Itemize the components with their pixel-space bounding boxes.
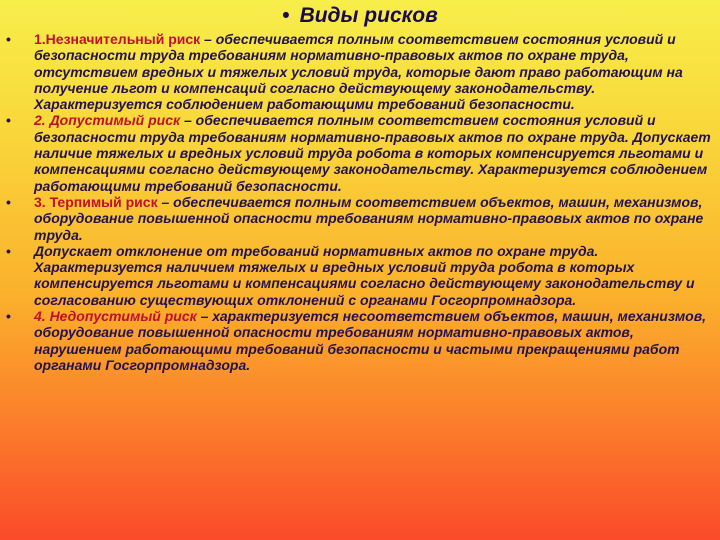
risk-types-list [0,31,720,373]
risk-term: 1.Незначительный риск [34,31,201,47]
list-item-acceptable-risk [0,112,720,193]
slide-title [0,4,720,28]
risk-description: – характеризуется несоответствием объектов, машин, механизмов, оборудование повышенной опасности требованиям нормативно-правовых актов, нарушением работающими требований безопасности и частыми прекращениями работ органами Госгорпромнадзора. [34,308,707,373]
title-bullet: • [282,4,290,27]
risk-description: – обеспечивается полным соответствием объектов, машин, механизмов, оборудование повышенной опасности требованиям нормативно-правовых актов по охране труда. [34,193,704,243]
bullet: • [6,31,11,47]
list-item-tolerable-risk-deviation [0,243,720,308]
list-item-tolerable-risk [0,194,720,243]
risk-term: 3. Терпимый риск [34,193,158,210]
list-item-unacceptable-risk [0,308,720,373]
risk-term: 2. Допустимый риск [34,112,181,129]
title-text: Виды рисков [299,4,438,27]
risk-description: Допускает отклонение от требований нормативных актов по охране труда. Характеризуется наличием тяжелых и вредных условий труда робота в которых компенсируется льготами и компенсациями согласно действующему законодательству и согласованию существующих отклонений с органами Госгорпромнадзора. [34,242,695,308]
risk-description: – обеспечивается полным соответствием состояния условий и безопасности труда требованиям нормативно-правовых актов по охране труда. Допускает наличие тяжелых и вредных условий труда робота в которых компенсируется льготами и компенсациями согласно действующему законодательству. Характеризуется соблюдением работающими требований безопасности. [34,112,711,194]
risk-description: – обеспечивается полным соответствием состояния условий и безопасности труда требованиям нормативно-правовых актов по охране труда, отсутствием вредных и тяжелых условий труда, которые дают право работающим на получение льгот и компенсаций согласно действующему законодательству. Характеризуется соблюдением работающими требований безопасности. [34,31,683,113]
bullet: • [6,242,11,259]
bullet: • [6,112,11,129]
bullet: • [6,193,11,210]
list-item-insignificant-risk [0,31,720,112]
risk-term: 4. Недопустимый риск [34,308,197,325]
bullet: • [6,308,11,325]
